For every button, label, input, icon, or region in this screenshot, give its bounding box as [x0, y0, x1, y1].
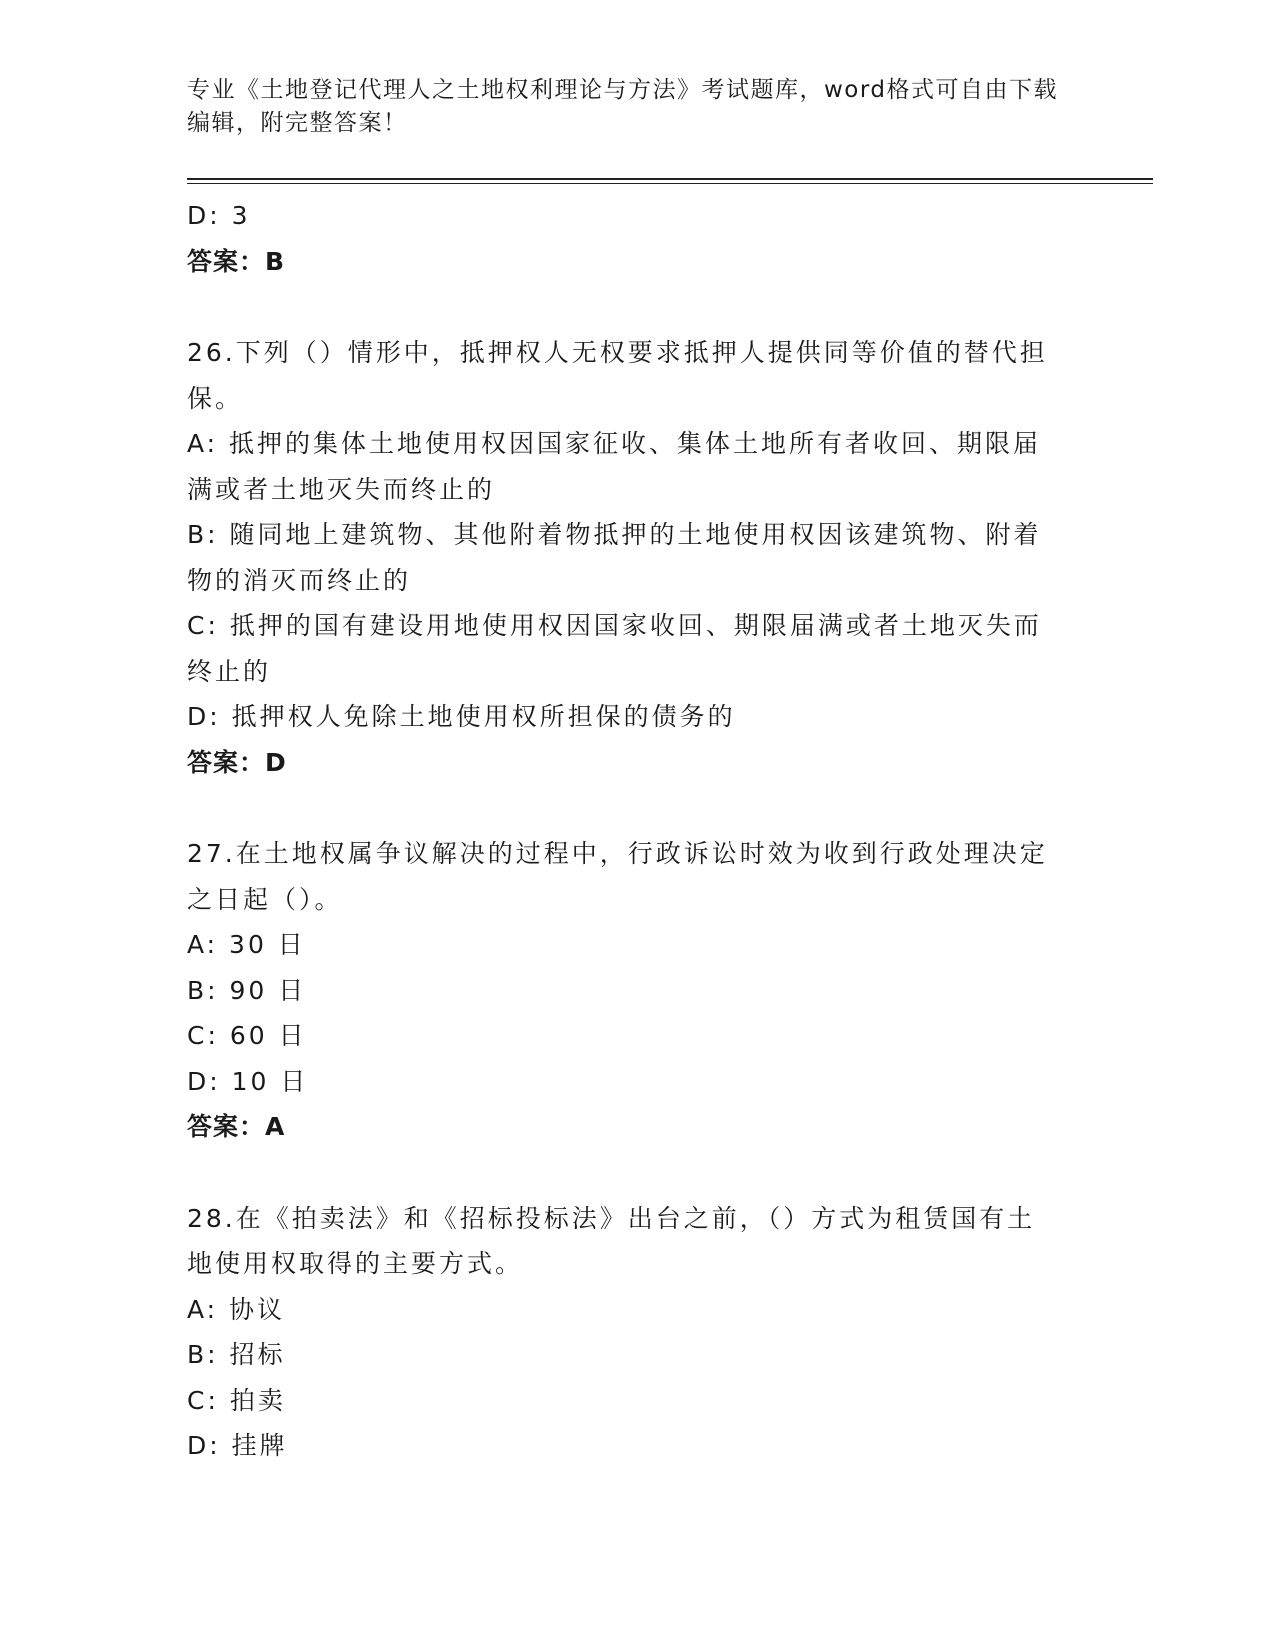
option-a: A: 抵押的集体土地使用权因国家征收、集体土地所有者收回、期限届 [187, 429, 1042, 458]
answer-line: 答案：D [187, 747, 287, 777]
question-list [187, 193, 1067, 1469]
option-a: A: 30 日 [187, 930, 306, 959]
header-divider-thin [187, 183, 1153, 184]
question-stem: 28.在《拍卖法》和《招标投标法》出台之前，（）方式为租赁国有土 [187, 1203, 1036, 1233]
option-c: C: 60 日 [187, 1021, 307, 1050]
option-d: D: 3 [187, 201, 251, 230]
question-stem-continued: 地使用权取得的主要方式。 [187, 1249, 524, 1278]
spacer [187, 284, 1067, 330]
question-stem-continued: 保。 [187, 383, 244, 413]
question-stem: 27.在土地权属争议解决的过程中，行政诉讼时效为收到行政处理决定 [187, 839, 1048, 868]
header-line-1: 专业《土地登记代理人之土地权利理论与方法》考试题库，word格式可自由下载 [187, 77, 1059, 103]
header-line-2: 编辑，附完整答案！ [187, 110, 408, 136]
option-c-continued: 终止的 [187, 656, 272, 686]
option-b-continued: 物的消灭而终止的 [187, 565, 412, 595]
previous-question-tail [187, 193, 1067, 284]
option-c: C: 拍卖 [187, 1385, 286, 1415]
option-b: B: 随同地上建筑物、其他附着物抵押的土地使用权因该建筑物、附着 [187, 520, 1042, 549]
question-stem-continued: 之日起（）。 [187, 884, 343, 914]
option-d: D: 挂牌 [187, 1431, 288, 1460]
question-26 [187, 330, 1067, 785]
spacer [187, 785, 1067, 831]
option-a-continued: 满或者土地灭失而终止的 [187, 474, 496, 504]
header-divider-thick [187, 178, 1153, 180]
option-c: C: 抵押的国有建设用地使用权因国家收回、期限届满或者土地灭失而 [187, 611, 1042, 640]
document-header [187, 74, 1067, 140]
spacer [187, 1150, 1067, 1196]
question-28 [187, 1196, 1067, 1469]
option-b: B: 90 日 [187, 975, 307, 1005]
answer-line: 答案：A [187, 1112, 286, 1141]
question-stem: 26.下列（）情形中，抵押权人无权要求抵押人提供同等价值的替代担 [187, 338, 1048, 367]
option-d: D: 抵押权人免除土地使用权所担保的债务的 [187, 702, 736, 731]
option-d: D: 10 日 [187, 1066, 309, 1096]
option-a: A: 协议 [187, 1294, 286, 1324]
option-b: B: 招标 [187, 1340, 286, 1369]
question-27 [187, 831, 1067, 1150]
answer-line: 答案：B [187, 246, 286, 276]
